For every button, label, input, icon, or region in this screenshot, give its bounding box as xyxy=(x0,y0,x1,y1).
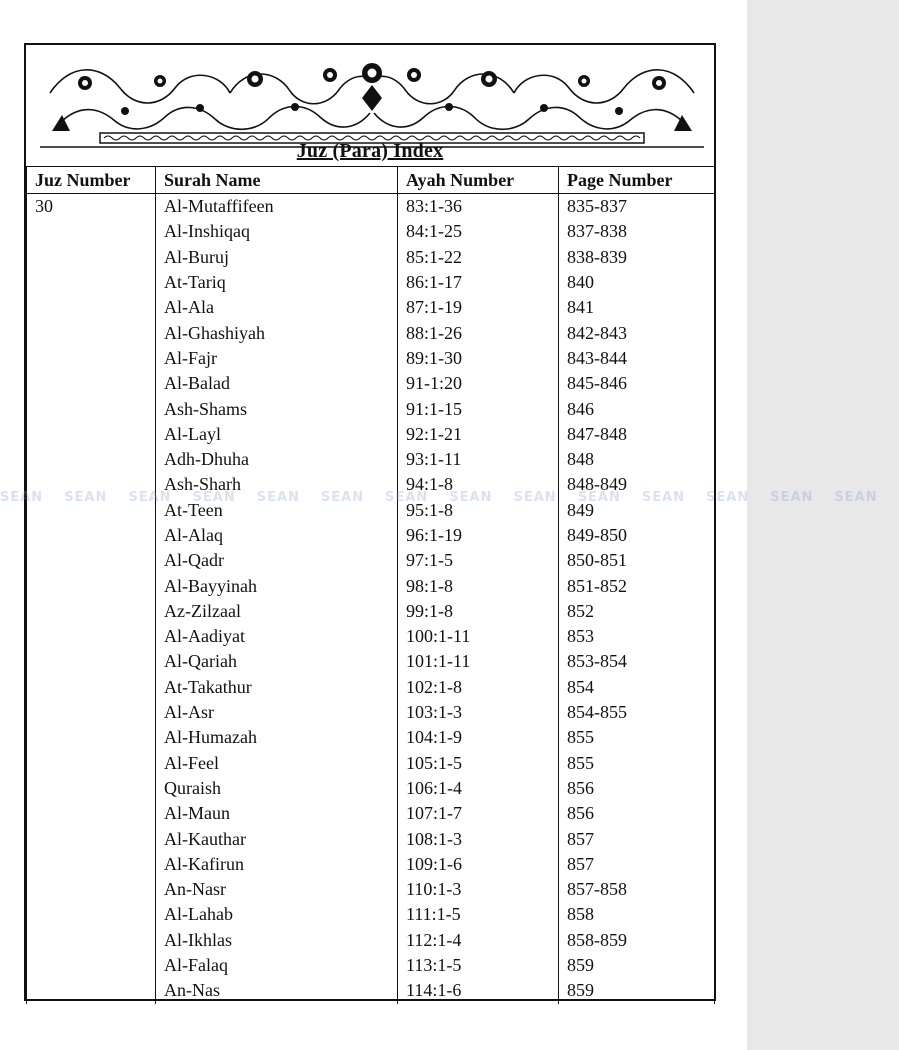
table-row xyxy=(27,826,715,851)
table-row xyxy=(27,801,715,826)
juz-number-cell xyxy=(27,801,156,826)
ayah-number-cell: 88:1-26 xyxy=(398,320,559,345)
juz-number-cell xyxy=(27,877,156,902)
header-juz-number: Juz Number xyxy=(27,167,156,194)
juz-number-cell xyxy=(27,422,156,447)
ayah-number-cell: 92:1-21 xyxy=(398,422,559,447)
page-number-cell: 848-849 xyxy=(559,472,715,497)
page-number-cell: 850-851 xyxy=(559,548,715,573)
table-row xyxy=(27,675,715,700)
page-number-cell: 840 xyxy=(559,270,715,295)
surah-name-cell: Al-Humazah xyxy=(156,725,398,750)
table-row xyxy=(27,447,715,472)
page-number-cell: 854 xyxy=(559,675,715,700)
table-row xyxy=(27,396,715,421)
page-number-cell: 857 xyxy=(559,826,715,851)
table-row xyxy=(27,371,715,396)
page-number-cell: 835-837 xyxy=(559,194,715,220)
juz-number-cell xyxy=(27,346,156,371)
ayah-number-cell: 109:1-6 xyxy=(398,852,559,877)
ayah-number-cell: 100:1-11 xyxy=(398,624,559,649)
juz-number-cell xyxy=(27,928,156,953)
surah-name-cell: An-Nasr xyxy=(156,877,398,902)
surah-name-cell: Al-Bayyinah xyxy=(156,573,398,598)
page-number-cell: 855 xyxy=(559,751,715,776)
table-row xyxy=(27,624,715,649)
table-row xyxy=(27,725,715,750)
watermark-text: SEAN xyxy=(641,490,686,505)
juz-number-cell xyxy=(27,498,156,523)
table-row xyxy=(27,902,715,927)
juz-number-cell xyxy=(27,852,156,877)
table-row xyxy=(27,953,715,978)
surah-name-cell: Al-Qariah xyxy=(156,649,398,674)
table-row xyxy=(27,194,715,220)
surah-name-cell: Az-Zilzaal xyxy=(156,599,398,624)
page-number-cell: 858 xyxy=(559,902,715,927)
page-number-cell: 851-852 xyxy=(559,573,715,598)
index-frame xyxy=(24,43,716,1001)
page-number-cell: 849-850 xyxy=(559,523,715,548)
surah-name-cell: Al-Ghashiyah xyxy=(156,320,398,345)
table-row xyxy=(27,877,715,902)
surah-name-cell: Al-Kafirun xyxy=(156,852,398,877)
ayah-number-cell: 101:1-11 xyxy=(398,649,559,674)
ayah-number-cell: 89:1-30 xyxy=(398,346,559,371)
surah-name-cell: Adh-Dhuha xyxy=(156,447,398,472)
juz-number-cell xyxy=(27,776,156,801)
surah-name-cell: At-Teen xyxy=(156,498,398,523)
ayah-number-cell: 83:1-36 xyxy=(398,194,559,220)
page-number-cell: 859 xyxy=(559,953,715,978)
page-number-cell: 857 xyxy=(559,852,715,877)
juz-number-cell xyxy=(27,371,156,396)
watermark-text: SEAN xyxy=(449,490,493,505)
table-row xyxy=(27,295,715,320)
table-row xyxy=(27,978,715,1003)
ayah-number-cell: 105:1-5 xyxy=(398,751,559,776)
surah-name-cell: Al-Fajr xyxy=(156,346,398,371)
juz-number-cell xyxy=(27,295,156,320)
juz-number-cell xyxy=(27,978,156,1003)
watermark-text: SEAN xyxy=(577,490,621,505)
watermark-text: SEAN xyxy=(0,490,44,505)
floral-ornament-border xyxy=(40,53,704,149)
watermark-text: SEAN xyxy=(770,490,814,505)
ayah-number-cell: 112:1-4 xyxy=(398,928,559,953)
page-number-cell: 847-848 xyxy=(559,422,715,447)
watermark-text: SEAN xyxy=(706,490,750,505)
surah-name-cell: Al-Buruj xyxy=(156,245,398,270)
watermark-text: SEAN xyxy=(513,490,557,505)
ayah-number-cell: 107:1-7 xyxy=(398,801,559,826)
surah-name-cell: Al-Ala xyxy=(156,295,398,320)
surah-name-cell: Al-Maun xyxy=(156,801,398,826)
juz-number-cell xyxy=(27,675,156,700)
ayah-number-cell: 106:1-4 xyxy=(398,776,559,801)
watermark-text: SEAN xyxy=(192,490,236,505)
surah-name-cell: Al-Layl xyxy=(156,422,398,447)
juz-number-cell xyxy=(27,320,156,345)
page-number-cell: 838-839 xyxy=(559,245,715,270)
surah-name-cell: Al-Kauthar xyxy=(156,826,398,851)
table-row xyxy=(27,776,715,801)
ayah-number-cell: 86:1-17 xyxy=(398,270,559,295)
juz-number-cell xyxy=(27,624,156,649)
page-number-cell: 837-838 xyxy=(559,219,715,244)
surah-name-cell: Ash-Sharh xyxy=(156,472,398,497)
table-body xyxy=(27,194,715,1004)
juz-number-cell: 30 xyxy=(27,194,156,220)
page-number-cell: 855 xyxy=(559,725,715,750)
juz-number-cell xyxy=(27,902,156,927)
page-number-cell: 853-854 xyxy=(559,649,715,674)
surah-name-cell: Quraish xyxy=(156,776,398,801)
table-row xyxy=(27,573,715,598)
table-row xyxy=(27,498,715,523)
page-number-cell: 858-859 xyxy=(559,928,715,953)
surah-name-cell: At-Takathur xyxy=(156,675,398,700)
table-row xyxy=(27,523,715,548)
watermark-text: SEAN xyxy=(834,490,878,505)
juz-number-cell xyxy=(27,649,156,674)
table-row xyxy=(27,751,715,776)
ayah-number-cell: 84:1-25 xyxy=(398,219,559,244)
ayah-number-cell: 91:1-15 xyxy=(398,396,559,421)
ayah-number-cell: 113:1-5 xyxy=(398,953,559,978)
page-number-cell: 848 xyxy=(559,447,715,472)
table-row xyxy=(27,472,715,497)
table-row xyxy=(27,599,715,624)
surah-name-cell: Al-Mutaffifeen xyxy=(156,194,398,220)
page-number-cell: 845-846 xyxy=(559,371,715,396)
surah-name-cell: Al-Inshiqaq xyxy=(156,219,398,244)
juz-number-cell xyxy=(27,548,156,573)
page-number-cell: 843-844 xyxy=(559,346,715,371)
page-title: Juz (Para) Index xyxy=(296,140,444,162)
juz-number-cell xyxy=(27,826,156,851)
ayah-number-cell: 94:1-8 xyxy=(398,472,559,497)
ayah-number-cell: 97:1-5 xyxy=(398,548,559,573)
surah-name-cell: Al-Lahab xyxy=(156,902,398,927)
juz-number-cell xyxy=(27,573,156,598)
header-surah-name: Surah Name xyxy=(156,167,398,194)
surah-name-cell: Al-Alaq xyxy=(156,523,398,548)
table-header-row xyxy=(27,167,715,194)
table-row xyxy=(27,346,715,371)
juz-number-cell xyxy=(27,245,156,270)
ayah-number-cell: 103:1-3 xyxy=(398,700,559,725)
header-ayah-number: Ayah Number xyxy=(398,167,559,194)
table-row xyxy=(27,320,715,345)
ayah-number-cell: 111:1-5 xyxy=(398,902,559,927)
ayah-number-cell: 95:1-8 xyxy=(398,498,559,523)
table-row xyxy=(27,270,715,295)
page-number-cell: 859 xyxy=(559,978,715,1003)
ayah-number-cell: 110:1-3 xyxy=(398,877,559,902)
page-number-cell: 849 xyxy=(559,498,715,523)
table-row xyxy=(27,422,715,447)
juz-number-cell xyxy=(27,219,156,244)
page-number-cell: 852 xyxy=(559,599,715,624)
watermark-text: SEAN xyxy=(64,490,108,505)
surah-name-cell: Al-Aadiyat xyxy=(156,624,398,649)
table-row xyxy=(27,928,715,953)
juz-number-cell xyxy=(27,725,156,750)
page-number-cell: 841 xyxy=(559,295,715,320)
page-number-cell: 854-855 xyxy=(559,700,715,725)
watermark-text: SEAN xyxy=(320,490,365,505)
table-row xyxy=(27,852,715,877)
page-number-cell: 853 xyxy=(559,624,715,649)
juz-number-cell xyxy=(27,751,156,776)
surah-name-cell: At-Tariq xyxy=(156,270,398,295)
page-number-cell: 857-858 xyxy=(559,877,715,902)
ayah-number-cell: 96:1-19 xyxy=(398,523,559,548)
table-row xyxy=(27,245,715,270)
page-number-cell: 856 xyxy=(559,801,715,826)
ayah-number-cell: 104:1-9 xyxy=(398,725,559,750)
header-page-number: Page Number xyxy=(559,167,715,194)
surah-name-cell: Ash-Shams xyxy=(156,396,398,421)
juz-number-cell xyxy=(27,396,156,421)
ayah-number-cell: 93:1-11 xyxy=(398,447,559,472)
juz-number-cell xyxy=(27,523,156,548)
surah-name-cell: Al-Ikhlas xyxy=(156,928,398,953)
juz-number-cell xyxy=(27,599,156,624)
juz-number-cell xyxy=(27,700,156,725)
table-row xyxy=(27,219,715,244)
surah-name-cell: Al-Feel xyxy=(156,751,398,776)
juz-number-cell xyxy=(27,472,156,497)
ayah-number-cell: 85:1-22 xyxy=(398,245,559,270)
watermark-text: SEAN xyxy=(385,490,429,505)
page-number-cell: 846 xyxy=(559,396,715,421)
ayah-number-cell: 87:1-19 xyxy=(398,295,559,320)
ayah-number-cell: 108:1-3 xyxy=(398,826,559,851)
watermark-text: SEAN xyxy=(256,490,300,505)
table-row xyxy=(27,700,715,725)
ayah-number-cell: 98:1-8 xyxy=(398,573,559,598)
table-row xyxy=(27,548,715,573)
surah-name-cell: Al-Balad xyxy=(156,371,398,396)
table-row xyxy=(27,649,715,674)
ayah-number-cell: 102:1-8 xyxy=(398,675,559,700)
ayah-number-cell: 91-1:20 xyxy=(398,371,559,396)
juz-number-cell xyxy=(27,953,156,978)
ayah-number-cell: 114:1-6 xyxy=(398,978,559,1003)
page-number-cell: 842-843 xyxy=(559,320,715,345)
watermark-text: SEAN xyxy=(128,490,172,505)
juz-index-table xyxy=(26,166,715,1004)
surah-name-cell: Al-Asr xyxy=(156,700,398,725)
surah-name-cell: Al-Falaq xyxy=(156,953,398,978)
juz-number-cell xyxy=(27,270,156,295)
juz-number-cell xyxy=(27,447,156,472)
surah-name-cell: An-Nas xyxy=(156,978,398,1003)
ayah-number-cell: 99:1-8 xyxy=(398,599,559,624)
surah-name-cell: Al-Qadr xyxy=(156,548,398,573)
page-number-cell: 856 xyxy=(559,776,715,801)
